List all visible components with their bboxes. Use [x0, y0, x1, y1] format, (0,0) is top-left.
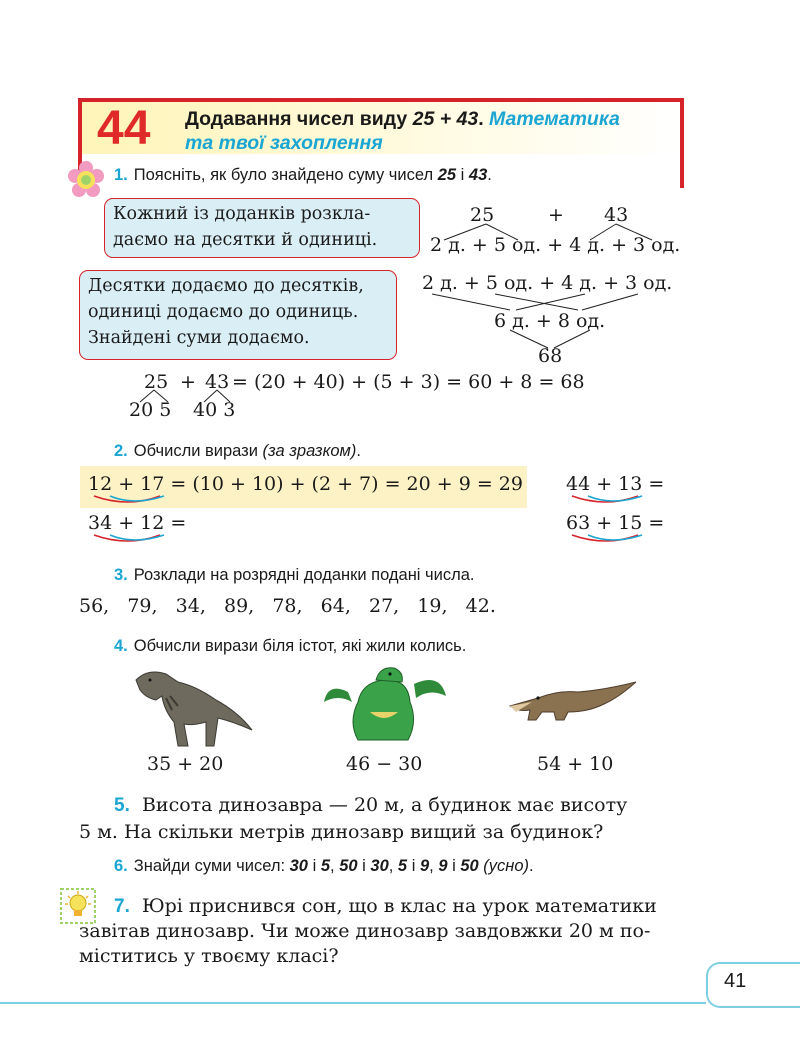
task2-text: 2. Обчисли вирази (за зразком). [114, 442, 361, 460]
header-border [78, 98, 684, 102]
task3-numbers: 56, 79, 34, 89, 78, 64, 27, 19, 42. [79, 595, 496, 617]
dragon-image [318, 662, 448, 746]
lesson-number: 44 [97, 102, 151, 155]
equation-b: 43 [205, 371, 230, 393]
task3-text: 3. Розклади на розрядні доданки подані числа. [114, 566, 475, 584]
task6-text: 6. Знайди суми чисел: 30 і 5, 50 і 30, 5 і 9, 9 і 50 (усно). [114, 857, 534, 875]
crocodile-image [508, 668, 640, 732]
page-number-tab [706, 962, 800, 1008]
dinosaur-expression: 35 + 20 [147, 753, 224, 775]
diagram1-decomposition: 2 д. + 5 од. + 4 д. + 3 од. [430, 234, 681, 256]
diagram1-number-b: 43 [604, 204, 629, 226]
explanation-box-1: Кожний із доданків розкла- даємо на десятки й одиниці. [104, 198, 420, 258]
equation-plus: + [180, 371, 196, 393]
sample-arrows [90, 494, 170, 508]
equation-rest: = (20 + 40) + (5 + 3) = 60 + 8 = 68 [232, 371, 585, 393]
task1-text: 1. Поясніть, як було знайдено суму чисел 25 і 43. [114, 166, 492, 184]
exercise3-arrows [568, 533, 648, 547]
footer-line [0, 1002, 706, 1004]
equation-a: 25 [144, 371, 169, 393]
page-number: 41 [724, 970, 747, 992]
diagram2-middle: 6 д. + 8 од. [494, 310, 606, 332]
equation-split-a: 20 5 [129, 399, 172, 421]
crocodile-expression: 54 + 10 [537, 753, 614, 775]
equation-split-b: 40 3 [193, 399, 236, 421]
task5-text: 5. Висота динозавра — 20 м, а будинок має висоту 5 м. На скільки метрів динозавр вищий за будинок? [79, 794, 628, 843]
diagram1-number-a: 25 [470, 204, 495, 226]
explanation-box-2: Десятки додаємо до десятків, одиниці додаємо до одиниць. Знайдені суми додаємо. [79, 270, 397, 360]
diagram2-top: 2 д. + 5 од. + 4 д. + 3 од. [422, 272, 673, 294]
exercise2-arrows [568, 494, 648, 508]
exercise1-arrows [90, 533, 170, 547]
task4-text: 4. Обчисли вирази біля істот, які жили колись. [114, 637, 467, 655]
dragon-expression: 46 − 30 [346, 753, 423, 775]
exercise-63-15: 63 + 15 = [566, 512, 665, 534]
sample-equation: 12 + 17 = (10 + 10) + (2 + 7) = 20 + 9 = 29 [88, 473, 523, 495]
lesson-title: Додавання чисел виду 25 + 43. Математика та твої захоплення [185, 108, 620, 154]
exercise-44-13: 44 + 13 = [566, 473, 665, 495]
diagram1-plus: + [548, 204, 564, 226]
dinosaur-image [126, 660, 256, 748]
diagram2-result: 68 [538, 345, 563, 367]
exercise-34-12: 34 + 12 = [88, 512, 187, 534]
task7-text: 7. Юрі приснився сон, що в клас на урок математики завітав динозавр. Чи може динозавр завдовжки 20 м по- міститись у твоєму класі? [79, 895, 657, 967]
flower-icon [64, 160, 108, 200]
